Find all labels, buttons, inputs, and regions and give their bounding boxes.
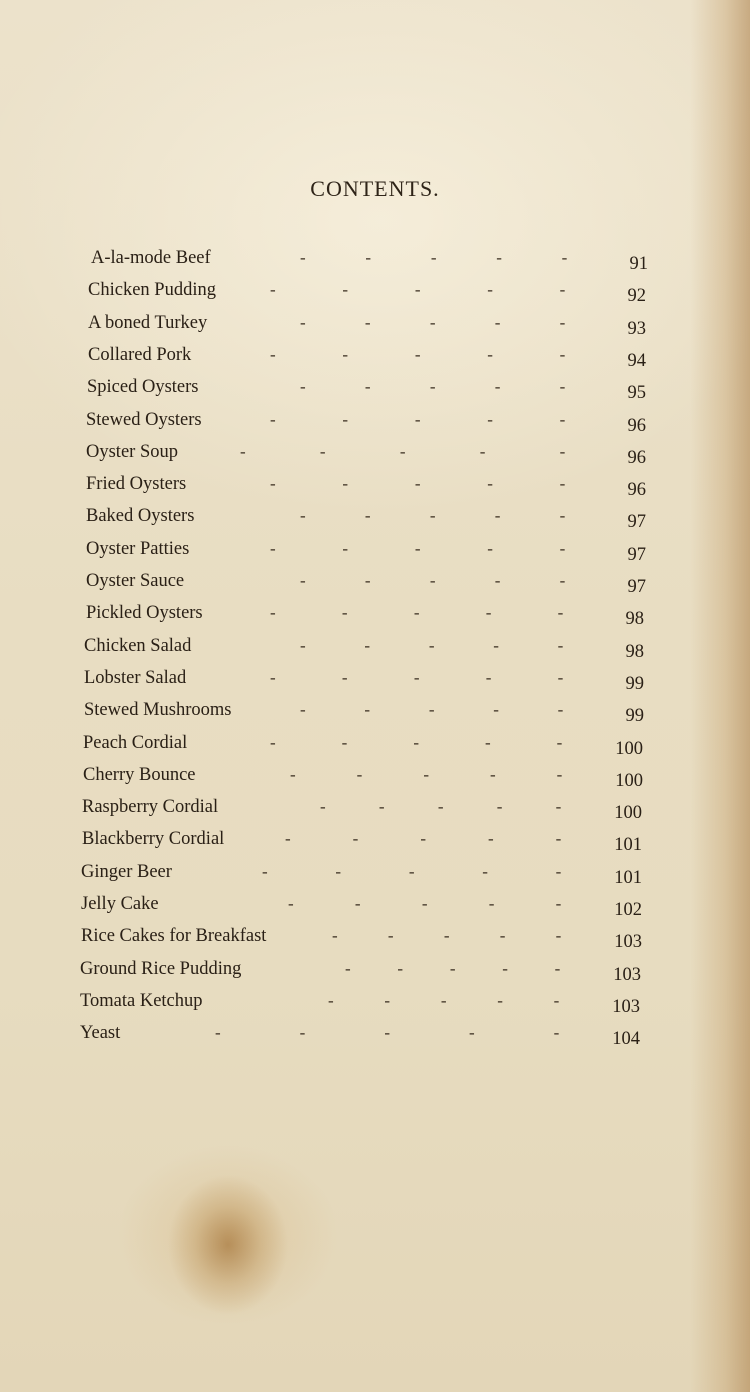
toc-entry [0,377,750,409]
dot-leader: - - - - - [270,732,570,752]
toc-entry-page-number: 104 [612,1029,640,1050]
dot-leader: - - - - - [300,571,572,590]
toc-entry-title: Peach Cordial [83,732,188,753]
toc-entry-title: Ground Rice Pudding [80,958,242,979]
toc-entry [0,959,750,991]
dot-leader: - - - - - [328,990,565,1010]
page-title: CONTENTS. [310,176,440,201]
toc-entry-title: Rice Cakes for Breakfast [81,926,267,947]
toc-entry-page-number: 92 [627,286,646,307]
toc-entry-title: Yeast [80,1023,121,1044]
toc-entry-page-number: 94 [627,350,646,371]
dot-leader: - - - - - [300,700,570,720]
toc-entry [0,700,750,732]
toc-entry [0,829,750,861]
toc-entry-title: Oyster Sauce [86,571,185,591]
toc-entry [0,668,750,700]
toc-entry-page-number: 98 [625,609,644,630]
toc-entry-page-number: 103 [614,932,642,953]
toc-entry-title: Chicken Pudding [88,280,216,301]
toc-entry-title: Stewed Mushrooms [84,700,232,721]
toc-entry [0,345,750,377]
toc-entry [0,991,750,1023]
toc-entry-page-number: 103 [612,996,640,1017]
toc-entry [0,410,750,442]
dot-leader: - - - - - [332,926,567,946]
toc-entry-page-number: 93 [627,318,646,339]
dot-leader: - - - - - [270,538,573,558]
dot-leader: - - - - - [345,958,565,978]
toc-entry-title: Ginger Beer [81,861,172,882]
toc-entry-page-number: 100 [615,738,643,759]
toc-entry-page-number: 97 [627,577,646,597]
toc-entry-title: Jelly Cake [81,894,159,914]
toc-entry [0,1023,750,1055]
toc-entry [0,539,750,571]
toc-entry [0,894,750,926]
toc-entry-title: A boned Turkey [88,312,208,333]
toc-entry-title: Oyster Patties [86,538,190,559]
toc-entry-page-number: 95 [627,383,646,404]
toc-entry [0,442,750,474]
dot-leader: - - - - - [262,861,570,881]
dot-leader: - - - - - [300,377,572,397]
toc-entry-title: Tomata Ketchup [80,990,203,1011]
dot-leader: - - - - - [270,667,571,687]
toc-entry [0,733,750,765]
toc-entry [0,797,750,829]
toc-entry-page-number: 100 [614,803,642,824]
toc-entry [0,765,750,797]
toc-entry-page-number: 100 [615,770,643,791]
dot-leader: - - - - - [288,894,568,913]
dot-leader: - - - - - [270,603,571,623]
toc-entry-title: A-la-mode Beef [91,248,211,268]
toc-entry-page-number: 96 [627,480,646,501]
toc-entry [0,862,750,894]
toc-entry-page-number: 102 [614,900,642,920]
toc-entry [0,248,750,280]
dot-leader: - - - - - [285,829,569,849]
toc-entry-title: Stewed Oysters [86,409,202,430]
toc-entry-page-number: 96 [627,447,646,468]
toc-entry-title: Collared Pork [88,344,192,365]
toc-entry-title: Lobster Salad [84,667,187,688]
toc-entry [0,603,750,635]
toc-entry-title: Baked Oysters [86,506,195,527]
dot-leader: - - - - - [240,441,575,461]
toc-entry-title: Pickled Oysters [86,603,203,624]
toc-entry-title: Fried Oysters [86,474,187,495]
dot-leader: - - - - - [300,248,574,267]
toc-entry-title: Oyster Soup [86,441,178,462]
toc-entry-page-number: 96 [627,415,646,436]
dot-leader: - - - - - [300,635,570,655]
toc-entry-title: Spiced Oysters [87,377,199,398]
toc-entry [0,313,750,345]
toc-entry-page-number: 99 [625,673,644,694]
toc-entry-title: Chicken Salad [84,635,192,656]
toc-entry [0,280,750,312]
dot-leader: - - - - - [270,474,573,494]
toc-entry-title: Blackberry Cordial [82,829,225,850]
toc-entry [0,506,750,538]
dot-leader: - - - - - [300,506,572,526]
toc-entry-page-number: 99 [625,706,644,727]
dot-leader: - - - - - [290,764,569,784]
toc-entry [0,636,750,668]
toc-entry-page-number: 91 [629,254,648,274]
dot-leader: - - - - - [270,409,573,429]
dot-leader: - - - - - [215,1023,569,1043]
toc-entry-page-number: 98 [625,641,644,662]
toc-entry-page-number: 101 [614,835,642,856]
toc-entry-page-number: 101 [614,867,642,888]
toc-entry [0,571,750,603]
toc-entry [0,926,750,958]
toc-entry-title: Raspberry Cordial [82,797,219,818]
toc-entry-title: Cherry Bounce [83,764,196,785]
dot-leader: - - - - - [300,312,572,332]
dot-leader: - - - - - [270,280,573,300]
toc-entry-page-number: 97 [627,512,646,533]
dot-leader: - - - - - [320,797,567,817]
dot-leader: - - - - - [270,344,573,364]
toc-entry-page-number: 103 [613,964,641,985]
toc-entry-page-number: 97 [627,544,646,565]
toc-entry [0,474,750,506]
